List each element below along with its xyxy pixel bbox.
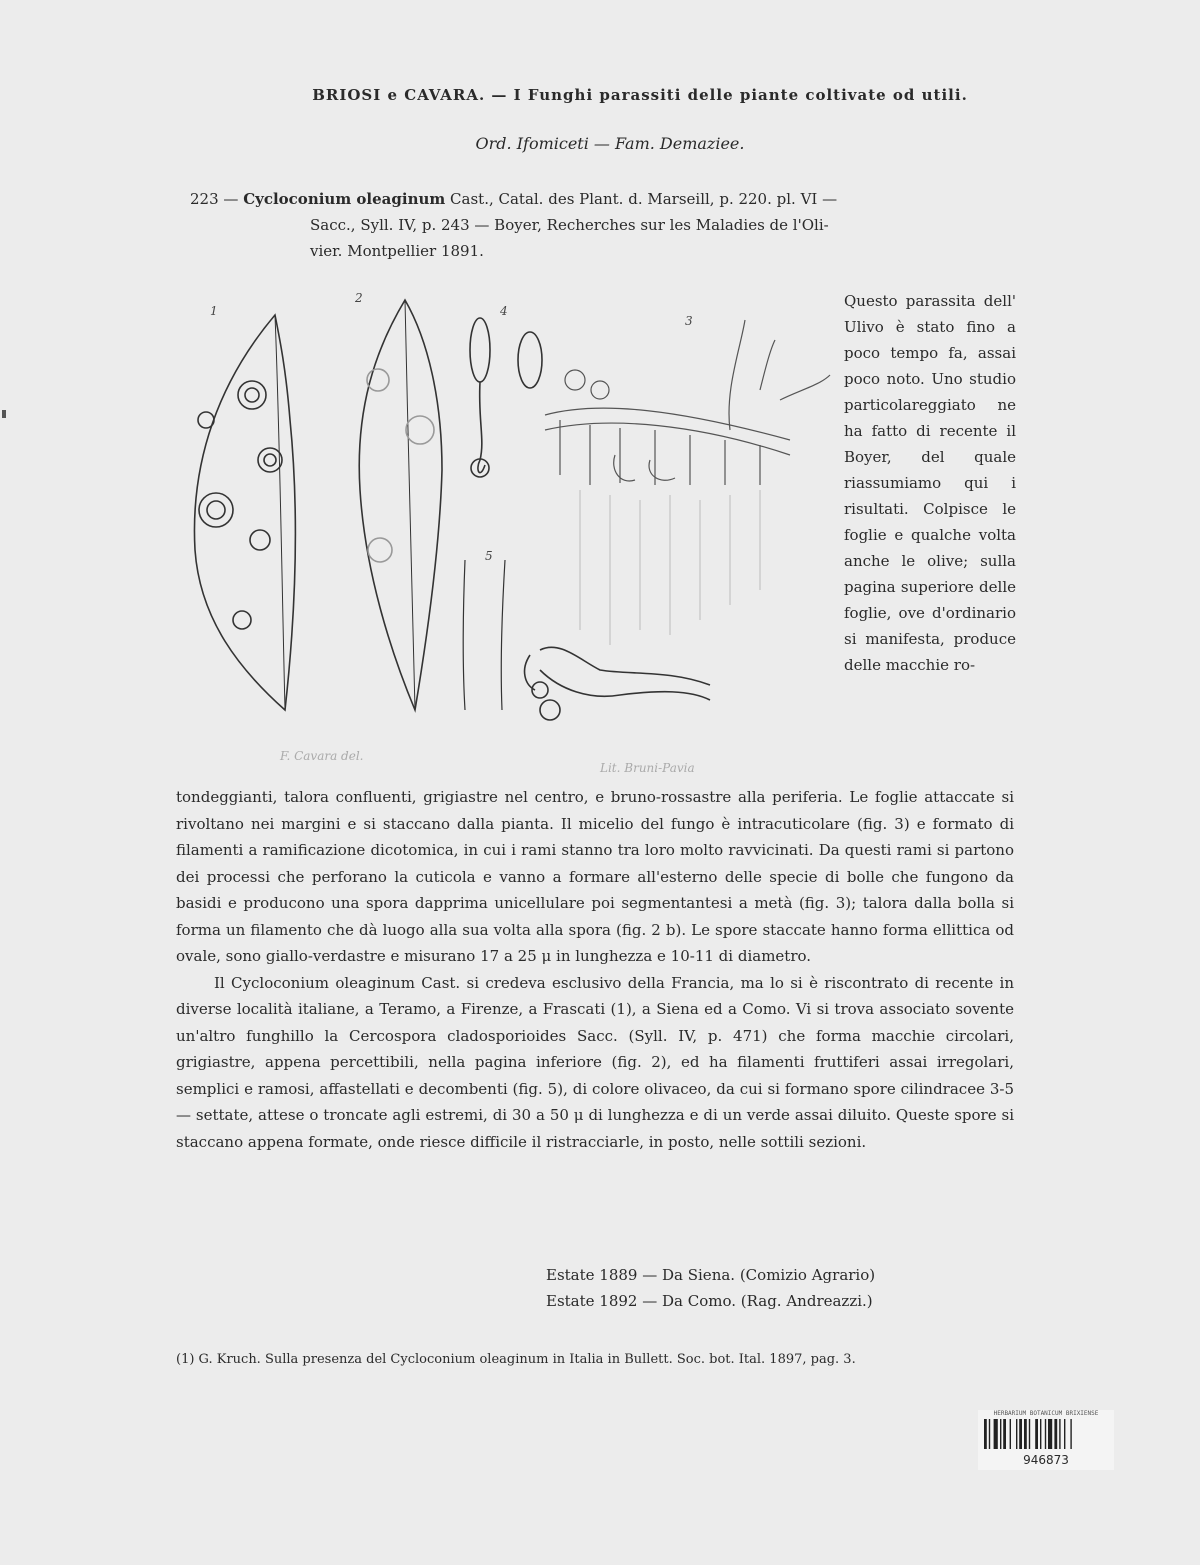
fig-label-5: 5 — [485, 549, 493, 563]
fig-label-3: 3 — [685, 314, 693, 328]
barcode-bar — [1024, 1419, 1027, 1449]
collection-date-2: Estate 1892 — Da Como. (Rag. Andreazzi.) — [546, 1292, 873, 1310]
barcode-label — [978, 1410, 1114, 1470]
body-text — [176, 784, 1014, 1155]
barcode-bar — [1070, 1419, 1071, 1449]
collection-dates — [546, 1262, 986, 1314]
side-text: Questo parassita dell' Ulivo è stato fino a poco tempo fa, assai poco noto. Uno studio particolareggiato ne ha fatto di recente il Boyer, del quale riassumiamo qui i risultati. Colpisce le foglie e qualche volta anche le olive; sulla pagina superiore delle foglie, ove d'ordinario si manifesta, produce delle macchie ro- — [844, 292, 1016, 674]
barcode-number: 946873 — [1023, 1453, 1069, 1467]
plate-credit-right: Lit. Bruni-Pavia — [600, 761, 695, 775]
illustration-plate — [180, 290, 840, 780]
body-paragraph-2: Il Cycloconium oleaginum Cast. si credeva esclusivo della Francia, ma lo si è riscontrato di recente in diverse località italiane, a Teramo, a Firenze, a Frascati (1), a Siena ed a Como. Vi si trova associato sovente un'altro funghillo la Cercospora cladosporioides Sacc. (Syll. IV, p. 471) che forma macchie circolari, grigiastre, appena percettibili, nella pagina inferiore (fig. 2), ed ha filamenti fruttiferi assai irregolari, semplici e ramosi, affastellati e decombenti (fig. 5), di colore olivaceo, da cui si formano spore cilindracee 3-5 — settate, attese o troncate agli estremi, di 30 a 50 μ di lunghezza e di un verde assai diluito. Queste spore si staccano appena formate, onde riesce difficile il ristracciarle, in posto, nelle sottili sezioni. — [176, 973, 1014, 1151]
subheading: Ord. Ifomiceti — Fam. Demaziee. — [475, 134, 745, 153]
barcode-bar — [1029, 1419, 1030, 1449]
barcode-bar — [1019, 1419, 1022, 1449]
fig-label-2: 2 — [355, 291, 363, 305]
collection-date-1: Estate 1889 — Da Siena. (Comizio Agrario) — [546, 1266, 876, 1284]
barcode-bar — [994, 1419, 998, 1449]
barcode-bar — [989, 1419, 990, 1449]
barcode-bar — [1010, 1419, 1011, 1449]
citation-line-1: Cast., Catal. des Plant. d. Marseill, p. 220. pl. VI — — [450, 190, 838, 208]
fig-label-1: 1 — [210, 304, 218, 318]
citation-line-3: vier. Montpellier 1891. — [310, 242, 484, 260]
entry-number: 223 — — [190, 190, 239, 208]
body-paragraph-1: tondeggianti, talora confluenti, grigiastre nel centro, e bruno-rossastre alla periferia. Le foglie attaccate si rivoltano nei margini e si staccano dalla pianta. Il micelio del fungo è intracuticolare (fig. 3) e formato di filamenti a ramificazione dicotomica, in cui i rami stanno tra loro molto ravvicinati. Da questi rami si partono dei processi che perforano la cuticola e vanno a formare all'esterno delle specie di bolle che fungono da basidi e producono una spora dapprima unicellulare poi segmentantesi a metà (fig. 3); talora dalla bolla si forma un filamento che dà luogo alla sua volta alla spora (fig. 2 b). Le spore staccate hanno forma ellittica od ovale, sono giallo-verdastre e misurano 17 a 25 μ in lunghezza e 10-11 di diametro. — [176, 788, 1014, 965]
barcode-bar — [1003, 1419, 1006, 1449]
barcode-bar — [1048, 1419, 1052, 1449]
fig-label-4: 4 — [500, 304, 508, 318]
species-entry — [190, 186, 1020, 264]
running-head: BRIOSI e CAVARA. — I Funghi parassiti delle piante coltivate od utili. — [312, 86, 968, 104]
barcode-bar — [1059, 1419, 1060, 1449]
barcode-bar — [1040, 1419, 1041, 1449]
barcode-bar — [1000, 1419, 1001, 1449]
citation-line-2: Sacc., Syll. IV, p. 243 — Boyer, Recherches sur les Maladies de l'Oli- — [310, 216, 829, 234]
edge-mark — [2, 410, 6, 418]
species-name: Cycloconium oleaginum — [243, 190, 446, 208]
leaf-figure-2 — [359, 300, 442, 710]
barcode-bar — [1035, 1419, 1038, 1449]
barcode-bar — [1016, 1419, 1017, 1449]
barcode-caption: HERBARIUM BOTANICUM BRIXIENSE — [993, 1410, 1099, 1417]
plate-credit-left: F. Cavara del. — [280, 749, 364, 763]
barcode-bars — [984, 1419, 1108, 1449]
footnote: (1) G. Kruch. Sulla presenza del Cycloconium oleaginum in Italia in Bullett. Soc. bot. Ital. 1897, pag. 3. — [176, 1352, 856, 1367]
barcode-bar — [1064, 1419, 1065, 1449]
barcode-bar — [1045, 1419, 1046, 1449]
barcode-bar — [1054, 1419, 1057, 1449]
barcode-bar — [984, 1419, 987, 1449]
side-text-column — [844, 288, 1016, 678]
